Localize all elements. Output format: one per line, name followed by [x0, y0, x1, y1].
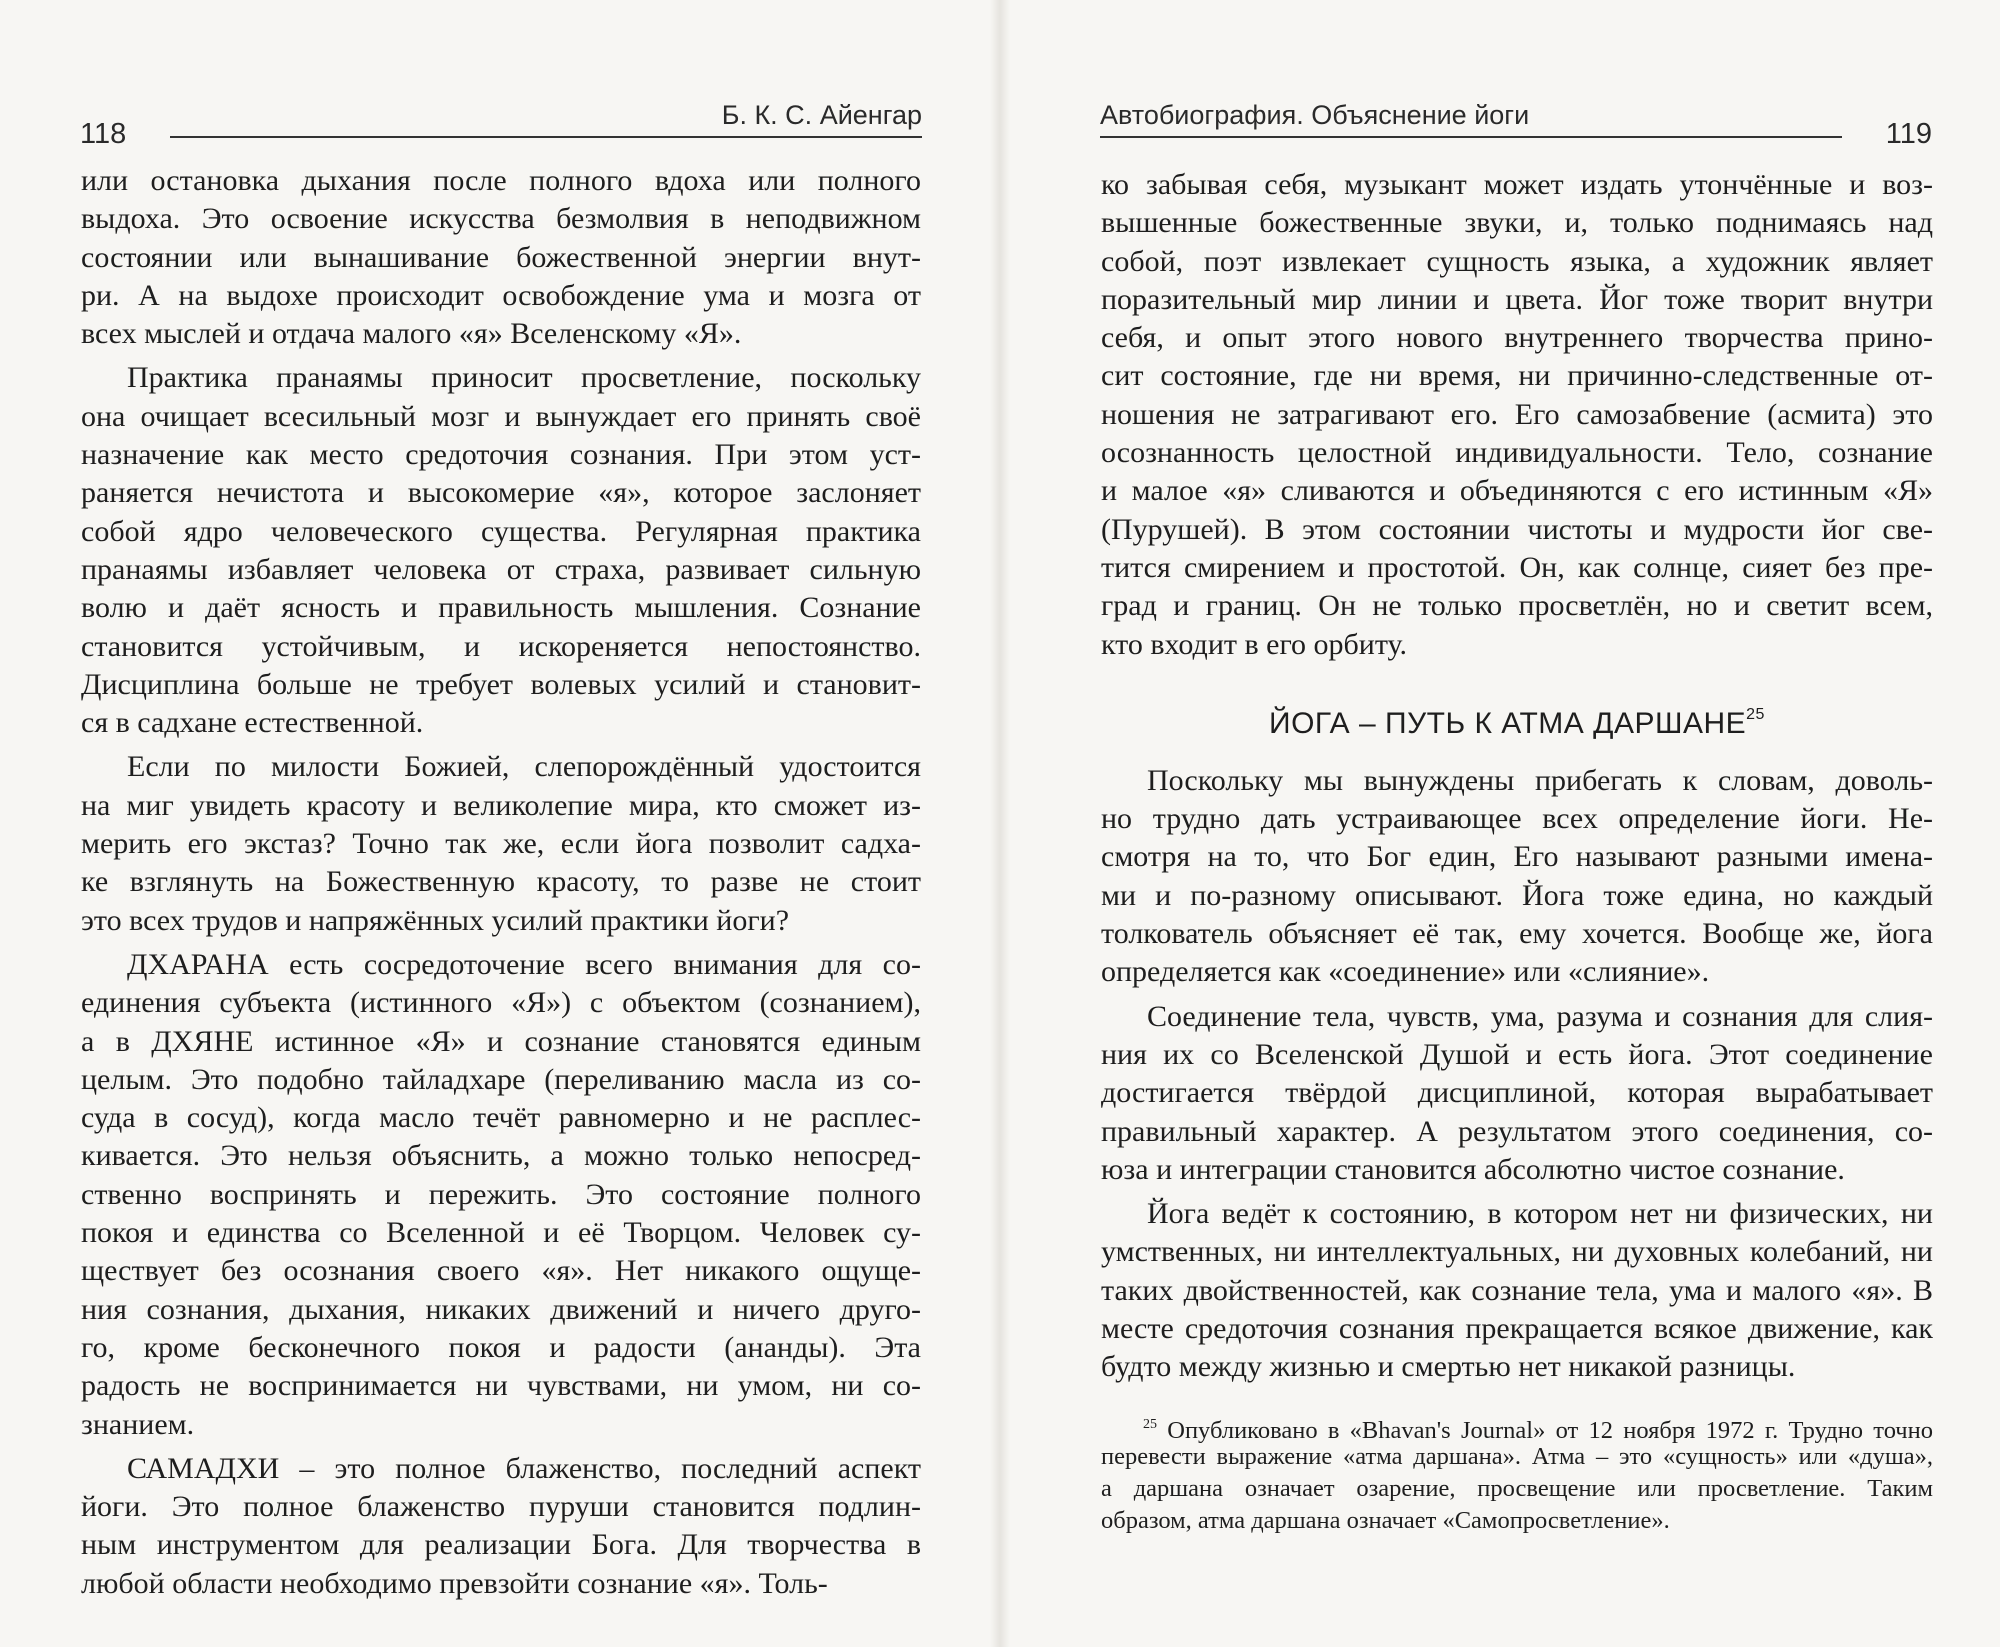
- left-body-text: [81, 162, 921, 1609]
- text-line: Дисциплина больше не требует волевых усилий и становит-: [81, 667, 921, 701]
- section-heading: [1101, 670, 1933, 760]
- text-line: радость не воспринимается ни чувствами, ни умом, ни со-: [81, 1369, 921, 1403]
- text-line: осознанность целостной индивидуальности. Тело, сознание: [1101, 436, 1933, 470]
- right-body-text: [1101, 166, 1933, 1537]
- paragraph: [1101, 762, 1933, 992]
- text-line: месте средоточия сознания прекращается всякое движение, как: [1101, 1312, 1933, 1346]
- text-line: себя, и опыт этого нового внутреннего творчества прино-: [1101, 321, 1933, 355]
- paragraph: [1101, 166, 1933, 664]
- left-running-title: Б. К. С. Айенгар: [721, 100, 922, 130]
- text-line: единения субъекта (истинного «Я») с объектом (сознанием),: [81, 986, 921, 1020]
- text-line: суда в сосуд), когда масло течёт равномерно и не расплес-: [81, 1101, 921, 1135]
- paragraph: [81, 359, 921, 742]
- text-line: град и границ. Он не только просветлён, но и светит всем,: [1101, 589, 1933, 623]
- text-line: поразительный мир линии и цвета. Йог тоже творит внутри: [1101, 282, 1933, 316]
- text-line: ния их со Вселенской Душой и есть йога. Этот соединение: [1101, 1037, 1933, 1071]
- text-line: йоги. Это полное блаженство пуруши становится подлин-: [81, 1490, 921, 1524]
- text-line: тится смирением и простотой. Он, как солнце, сияет без пре-: [1101, 550, 1933, 584]
- text-line: ношения не затрагивают его. Его самозабвение (асмита) это: [1101, 397, 1933, 431]
- text-line: ДХАРАНА есть сосредоточение всего внимания для со-: [127, 947, 921, 981]
- text-line: ми и по-разному описывают. Йога тоже едина, но каждый: [1101, 878, 1933, 912]
- text-line: толкователь объясняет её так, ему хочется. Вообще же, йога: [1101, 917, 1933, 951]
- text-line: кто входит в его орбиту.: [1101, 627, 1408, 661]
- text-line: на миг увидеть красоту и великолепие мира, кто сможет из-: [81, 788, 921, 822]
- footnote-line: образом, атма даршана означает «Самопросветление».: [1101, 1506, 1670, 1534]
- text-line: САМАДХИ – это полное блаженство, последний аспект: [127, 1451, 921, 1485]
- footnote-line: перевести выражение «атма даршана». Атма – это «сущность» или «душа»,: [1101, 1442, 1933, 1470]
- text-line: становится устойчивым, и искореняется непостоянство.: [81, 629, 921, 663]
- text-line: ществует без осознания своего «я». Нет никакого ощуще-: [81, 1254, 921, 1288]
- text-line: (Пурушей). В этом состоянии чистоты и мудрости йог све-: [1101, 512, 1933, 546]
- text-line: вышенные божественные звуки, и, только поднимаясь над: [1101, 206, 1933, 240]
- text-line: мерить его экстаз? Точно так же, если йога позволит садха-: [81, 827, 921, 861]
- footnote-ref-mark: 25: [1746, 705, 1765, 723]
- text-line: собой ядро человеческого существа. Регулярная практика: [81, 514, 921, 548]
- text-line: юза и интеграции становится абсолютно чистое сознание.: [1101, 1152, 1845, 1186]
- text-line: а в ДХЯНЕ истинное «Я» и сознание становятся единым: [81, 1024, 921, 1058]
- text-line: покоя и единства со Вселенной и её Творцом. Человек су-: [81, 1216, 921, 1250]
- text-line: состоянии или вынашивание божественной энергии внут-: [81, 240, 921, 274]
- footnote-line: а даршана означает озарение, просвещение или просветление. Таким: [1101, 1474, 1933, 1502]
- text-line: Если по милости Божией, слепорождённый удостоится: [127, 750, 921, 784]
- right-page: [1000, 0, 2000, 1647]
- paragraph: [81, 162, 921, 353]
- text-line: таких двойственностей, как сознание тела, ума и малого «я». В: [1101, 1273, 1933, 1307]
- text-line: знанием.: [81, 1407, 195, 1441]
- text-line: или остановка дыхания после полного вдоха или полного: [81, 164, 921, 197]
- text-line: ственно воспринять и пережить. Это состояние полного: [81, 1177, 921, 1211]
- page-number-left: 118: [80, 118, 127, 150]
- text-line: Поскольку мы вынуждены прибегать к словам, доволь-: [1147, 763, 1933, 797]
- text-line: ко забывая себя, музыкант может издать утончённые и воз-: [1101, 168, 1933, 201]
- paragraph: [81, 748, 921, 939]
- text-line: ния сознания, дыхания, никаких движений и ничего друго-: [81, 1292, 921, 1326]
- text-line: Соединение тела, чувств, ума, разума и сознания для слия-: [1147, 999, 1933, 1033]
- section-heading-text: ЙОГА – ПУТЬ К АТМА ДАРШАНЕ: [1269, 706, 1747, 740]
- text-line: будто между жизнью и смертью нет никакой разницы.: [1101, 1350, 1796, 1384]
- text-line: раняется нечистота и высокомерие «я», которое заслоняет: [81, 476, 921, 510]
- right-header-rule: [1100, 136, 1842, 138]
- text-line: выдоха. Это освоение искусства безмолвия в неподвижном: [81, 202, 921, 236]
- text-line: определяется как «соединение» или «слияние».: [1101, 955, 1710, 989]
- footnote-text: Опубликовано в «Bhavan's Journal» от 12 ноября 1972 г. Трудно точно: [1157, 1416, 1933, 1444]
- text-line: достигается твёрдой дисциплиной, которая вырабатывает: [1101, 1076, 1933, 1110]
- text-line: ке взглянуть на Божественную красоту, то разве не стоит: [81, 865, 921, 899]
- text-line: ным инструментом для реализации Бога. Для творчества в: [81, 1528, 921, 1562]
- left-header-rule: [170, 136, 922, 138]
- text-line: кивается. Это нельзя объяснить, а можно только непосред-: [81, 1139, 921, 1173]
- text-line: пранаямы избавляет человека от страха, развивает сильную: [81, 552, 921, 586]
- text-line: любой области необходимо превзойти сознание «я». Толь-: [81, 1566, 828, 1600]
- text-line: назначение как место средоточия сознания. При этом уст-: [81, 438, 921, 472]
- text-line: целым. Это подобно тайладхаре (переливанию масла из со-: [81, 1062, 921, 1096]
- text-line: го, кроме бесконечного покоя и радости (ананды). Эта: [81, 1330, 921, 1364]
- right-running-title: Автобиография. Объяснение йоги: [1100, 100, 1530, 130]
- text-line: и малое «я» сливаются и объединяются с его истинным «Я»: [1101, 474, 1933, 508]
- left-running-head: [80, 96, 922, 150]
- text-line: умственных, ни интеллектуальных, ни духовных колебаний, ни: [1101, 1235, 1933, 1269]
- text-line: ся в садхане естественной.: [81, 706, 424, 740]
- text-line: волю и даёт ясность и правильность мышления. Сознание: [81, 591, 921, 625]
- footnote: [1101, 1409, 1933, 1537]
- text-line: Йога ведёт к состоянию, в котором нет ни физических, ни: [1147, 1197, 1933, 1231]
- text-line: она очищает всесильный мозг и вынуждает его принять своё: [81, 399, 921, 433]
- text-line: всех мыслей и отдача малого «я» Вселенскому «Я».: [81, 317, 742, 351]
- paragraph: [1101, 1195, 1933, 1386]
- text-line: правильный характер. А результатом этого соединения, со-: [1101, 1114, 1933, 1148]
- text-line: сит состояние, где ни время, ни причинно-следственные от-: [1101, 359, 1933, 393]
- text-line: смотря на то, что Бог един, Его называют разными имена-: [1101, 840, 1933, 874]
- text-line: Практика пранаямы приносит просветление, поскольку: [127, 361, 921, 395]
- text-line: это всех трудов и напряжённых усилий практики йоги?: [81, 903, 790, 937]
- footnote-line: [1101, 1409, 1933, 1444]
- paragraph: [1101, 998, 1933, 1189]
- footnote-number: 25: [1143, 1416, 1157, 1432]
- paragraph: [81, 1450, 921, 1603]
- right-running-head: [1100, 96, 1932, 150]
- text-line: собой, поэт извлекает сущность языка, а художник являет: [1101, 244, 1933, 278]
- text-line: но трудно дать устраивающее всех определение йоги. Не-: [1101, 802, 1933, 836]
- paragraph: [81, 946, 921, 1444]
- page-number-right: 119: [1885, 118, 1932, 150]
- text-line: ри. А на выдохе происходит освобождение ума и мозга от: [81, 278, 921, 312]
